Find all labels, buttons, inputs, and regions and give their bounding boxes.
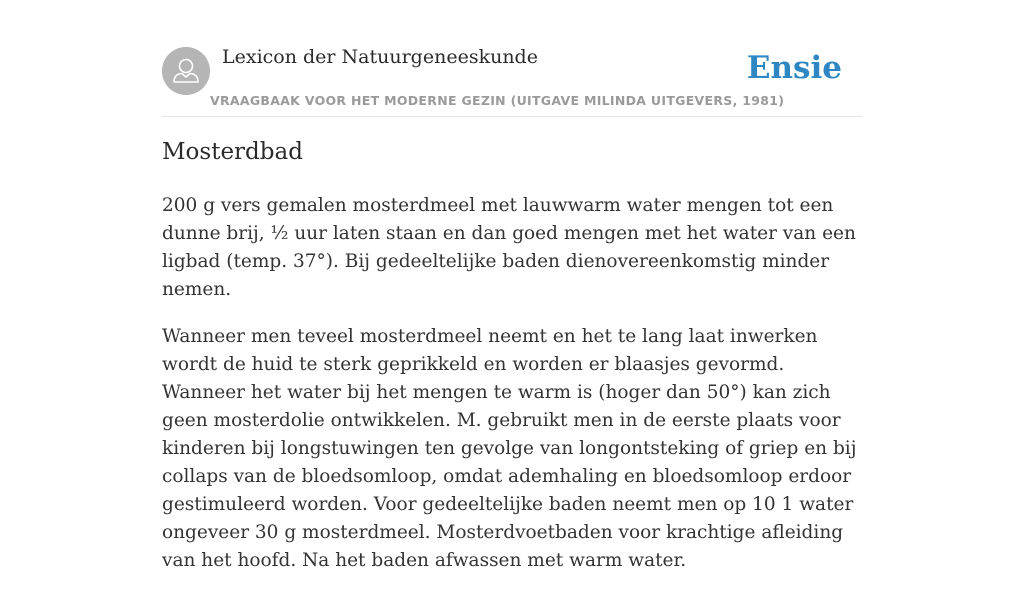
entry-title: Mosterdbad xyxy=(162,139,303,165)
entry-paragraph: Wanneer men teveel mosterdmeel neemt en het te lang laat inwerken wordt de huid te sterk geprikkeld en worden er blaasjes gevormd. Wanneer het water bij het mengen te warm is (hoger dan 50°) kan zich geen mosterdolie ontwikkelen. M. gebruikt men in de eerste plaats voor kinderen bij longstuwingen ten gevolge van longontsteking of griep en bij collaps van de bloedsomloop, omdat ademhaling en bloedsomloop erdoor gestimuleerd worden. Voor gedeeltelijke baden neemt men op 10 1 water ongeveer 30 g mosterdmeel. Mosterdvoetbaden voor krachtige afleiding van het hoofd. Na het baden afwassen met warm water. xyxy=(162,326,857,571)
book-subtitle: VRAAGBAAK VOOR HET MODERNE GEZIN (UITGAVE MILINDA UITGEVERS, 1981) xyxy=(210,93,785,108)
page xyxy=(162,0,862,571)
user-silhouette-icon xyxy=(162,47,210,95)
ensie-logo[interactable]: Ensie xyxy=(746,50,842,86)
entry-paragraph: 200 g vers gemalen mosterdmeel met lauwwarm water mengen tot een dunne brij, ½ uur laten staan en dan goed mengen met het water van een ligbad (temp. 37°). Bij gedeeltelijke baden dienovereenkomstig minder nemen. xyxy=(162,195,856,300)
entry-content xyxy=(162,192,870,594)
book-title[interactable]: Lexicon der Natuurgeneeskunde xyxy=(222,46,538,68)
book-header xyxy=(162,0,862,117)
